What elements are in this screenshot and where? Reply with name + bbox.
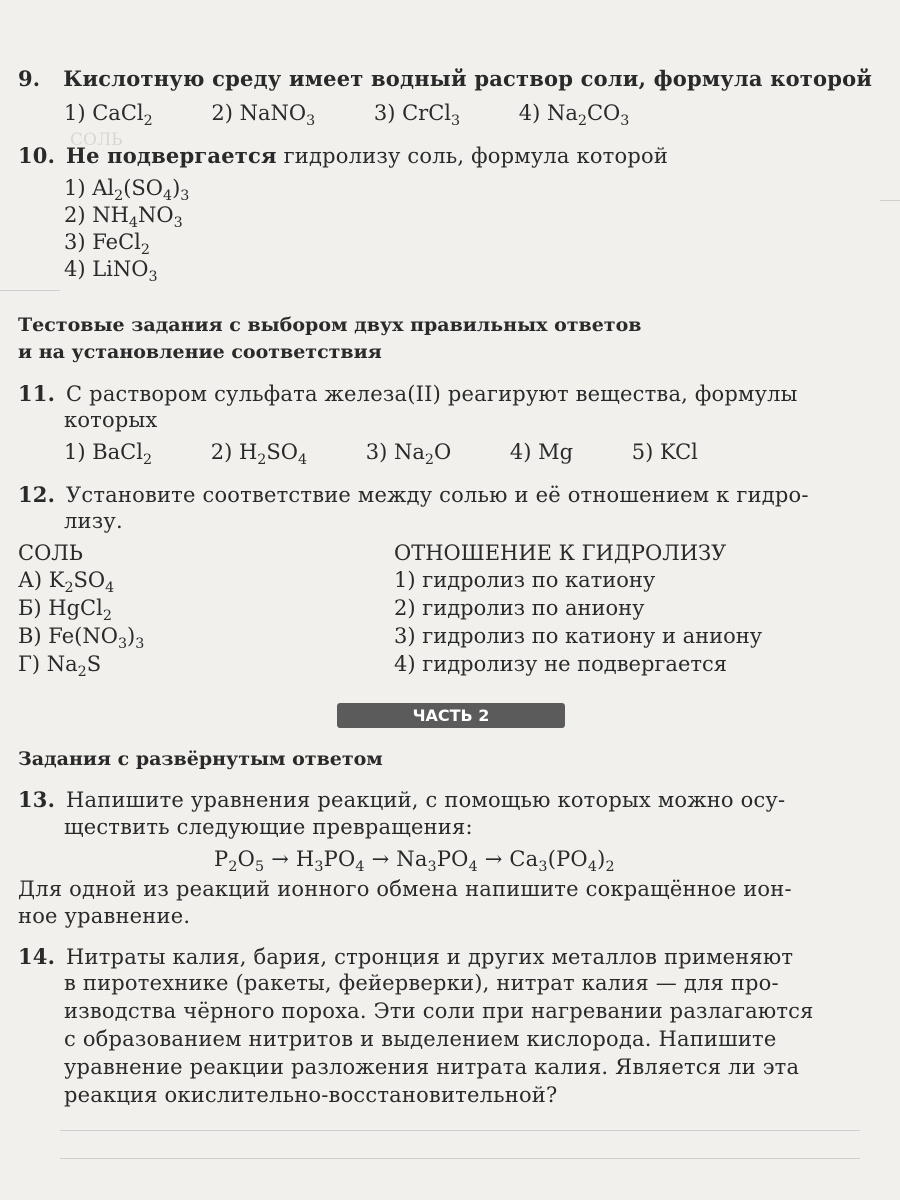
option-4: 4) Mg: [509, 440, 574, 464]
question-text: гидролизу соль, формула которой: [276, 144, 669, 168]
section-title: Задания с развёрнутым ответом: [18, 748, 383, 770]
question-text: Напишите уравнения реакций, с помощью которых можно осу-: [66, 788, 786, 812]
question-14: [18, 944, 793, 969]
option-3: 3) FeCl$_2$: [64, 230, 150, 258]
option-4: 4) $Na_2CO_3$: [518, 101, 630, 129]
question-text-cont: уравнение реакции разложения нитрата калия. Является ли эта: [64, 1055, 800, 1079]
question-number: 13.: [18, 787, 56, 812]
option-3: 3) $Na_2O$: [365, 440, 452, 468]
option-2: 2) NaNO$_3$: [211, 101, 316, 129]
option-4: 4) LiNO$_3$: [64, 257, 158, 285]
question-text-cont: ществить следующие превращения:: [64, 815, 473, 839]
column-header-hydrolysis: ОТНОШЕНИЕ К ГИДРОЛИЗУ: [394, 541, 727, 565]
question-text: Нитраты калия, бария, стронция и других металлов применяют: [66, 945, 794, 969]
hydrolysis-option-4: 4) гидролизу не подвергается: [394, 652, 728, 676]
hydrolysis-option-2: 2) гидролиз по аниону: [394, 596, 645, 620]
question-11-options: [64, 440, 698, 468]
question-number: 9.: [18, 66, 41, 91]
bleed-through-rule: [880, 200, 900, 201]
question-text: С раствором сульфата железа(II) реагируют вещества, формулы: [66, 382, 798, 406]
option-1: 1) $Al_2(SO_4)_3$: [64, 176, 190, 204]
question-text-cont: изводства чёрного пороха. Эти соли при нагревании разлагаются: [64, 999, 814, 1023]
option-1: 1) CaCl$_2$: [64, 101, 153, 129]
salt-a: А) $K_2SO_4$: [18, 568, 115, 596]
option-3: 3) CrCl$_3$: [373, 101, 461, 129]
question-text-bold: Не подвергается: [66, 143, 277, 168]
question-text: Кислотную среду имеет водный раствор соли, формула которой: [63, 66, 873, 91]
question-number: 11.: [18, 381, 56, 406]
option-2: 2) $NH_4NO_3$: [64, 203, 183, 231]
question-10: [18, 143, 668, 168]
question-text: Установите соответствие между солью и её отношением к гидро-: [66, 483, 809, 507]
question-number: 12.: [18, 482, 56, 507]
salt-b: Б) HgCl$_2$: [18, 596, 112, 624]
question-text-cont: которых: [64, 408, 158, 432]
question-12: [18, 482, 809, 507]
question-text-cont: лизу.: [64, 509, 123, 533]
question-text-cont: Для одной из реакций ионного обмена напишите сокращённое ион-: [18, 877, 792, 901]
section-title: Тестовые задания с выбором двух правильных ответов: [18, 314, 642, 336]
question-9-options: [64, 101, 630, 129]
bleed-through-rule: [60, 1158, 860, 1159]
bleed-through-rule: [0, 290, 60, 291]
bleed-through-rule: [60, 1130, 860, 1131]
option-2: 2) $H_2SO_4$: [210, 440, 308, 468]
option-1: 1) BaCl$_2$: [64, 440, 153, 468]
salt-g: Г) $Na_2S$: [18, 652, 102, 680]
question-11: [18, 381, 798, 406]
question-9: [18, 66, 872, 91]
part-2-banner: ЧАСТЬ 2: [337, 703, 565, 728]
question-text-cont: реакция окислительно-восстановительной?: [64, 1083, 558, 1107]
question-text-cont: ное уравнение.: [18, 904, 191, 928]
option-5: 5) KCl: [631, 440, 698, 464]
transformation-chain: $P_2O_5 \to H_3PO_4 \to Na_3PO_4 \to Ca_3(PO_4)_2$: [214, 847, 615, 875]
question-13: [18, 787, 785, 812]
hydrolysis-option-3: 3) гидролиз по катиону и аниону: [394, 624, 763, 648]
section-title: и на установление соответствия: [18, 341, 382, 363]
question-text-cont: с образованием нитритов и выделением кислорода. Напишите: [64, 1027, 777, 1051]
hydrolysis-option-1: 1) гидролиз по катиону: [394, 568, 656, 592]
question-number: 10.: [18, 143, 56, 168]
column-header-salt: СОЛЬ: [18, 541, 83, 565]
bleed-through-text: СОЛЬ: [70, 130, 339, 150]
question-number: 14.: [18, 944, 56, 969]
salt-v: В) $Fe(NO_3)_3$: [18, 624, 145, 652]
question-text-cont: в пиротехнике (ракеты, фейерверки), нитрат калия — для про-: [64, 971, 779, 995]
